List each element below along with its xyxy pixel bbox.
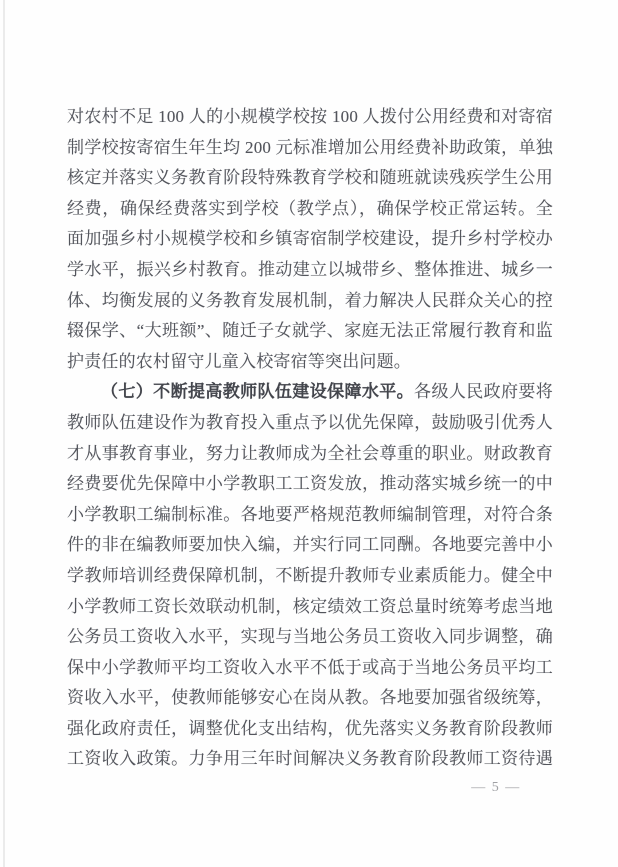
text-line: 公务员工资收入水平，实现与当地公务员工资收入同步调整，确 (67, 627, 553, 647)
text-line-rest: 各级人民政府要将 (414, 382, 553, 402)
text-line: 经费，确保经费落实到学校（教学点），确保学校正常运转。全 (67, 198, 553, 218)
text-line: 才从事教育事业，努力让教师成为全社会尊重的职业。财政教育 (67, 443, 553, 463)
text-line: 强化政府责任，调整优化支出结构，优先落实义务教育阶段教师 (67, 718, 553, 738)
document-body (67, 102, 553, 775)
text-line: 对农村不足 100 人的小规模学校按 100 人拨付公用经费和对寄宿 (67, 107, 553, 126)
text-line: 教师队伍建设作为教育投入重点予以优先保障，鼓励吸引优秀人 (67, 412, 553, 432)
text-line: 面加强乡村小规模学校和乡镇寄宿制学校建设，提升乡村学校办 (67, 229, 553, 249)
text-line: 小学教师工资长效联动机制，核定绩效工资总量时统筹考虑当地 (67, 596, 553, 616)
text-line: 制学校按寄宿生年生均 200 元标准增加公用经费补助政策，单独 (67, 137, 553, 157)
text-line: 辍保学、“大班额”、随迁子女就学、家庭无法正常履行教育和监 (67, 321, 553, 341)
text-line: 学水平，振兴乡村教育。推动建立以城带乡、整体推进、城乡一 (67, 259, 553, 279)
text-line: 资收入水平，使教师能够安心在岗从教。各地要加强省级统筹， (67, 688, 553, 708)
scan-edge-artifact (3, 0, 5, 867)
page-number: — 5 — (471, 780, 521, 795)
text-line: 工资收入政策。力争用三年时间解决义务教育阶段教师工资待遇 (67, 749, 553, 769)
text-line (67, 377, 553, 408)
text-line: 体、均衡发展的义务教育发展机制，着力解决人民群众关心的控 (67, 290, 553, 310)
text-line: 小学教职工编制标准。各地要严格规范教师编制管理，对符合条 (67, 504, 553, 524)
text-line: 护责任的农村留守儿童入校寄宿等突出问题。 (67, 351, 411, 371)
text-line: 经费要优先保障中小学教职工工资发放，推动落实城乡统一的中 (67, 474, 553, 494)
text-line: 学教师培训经费保障机制，不断提升教师专业素质能力。健全中 (67, 565, 553, 585)
text-line: 件的非在编教师要加快入编，并实行同工同酬。各地要完善中小 (67, 535, 553, 555)
text-line: 保中小学教师平均工资收入水平不低于或高于当地公务员平均工 (67, 657, 553, 677)
section-heading: （七）不断提高教师队伍建设保障水平。 (101, 382, 415, 402)
text-line: 核定并落实义务教育阶段特殊教育学校和随班就读残疾学生公用 (67, 168, 553, 188)
